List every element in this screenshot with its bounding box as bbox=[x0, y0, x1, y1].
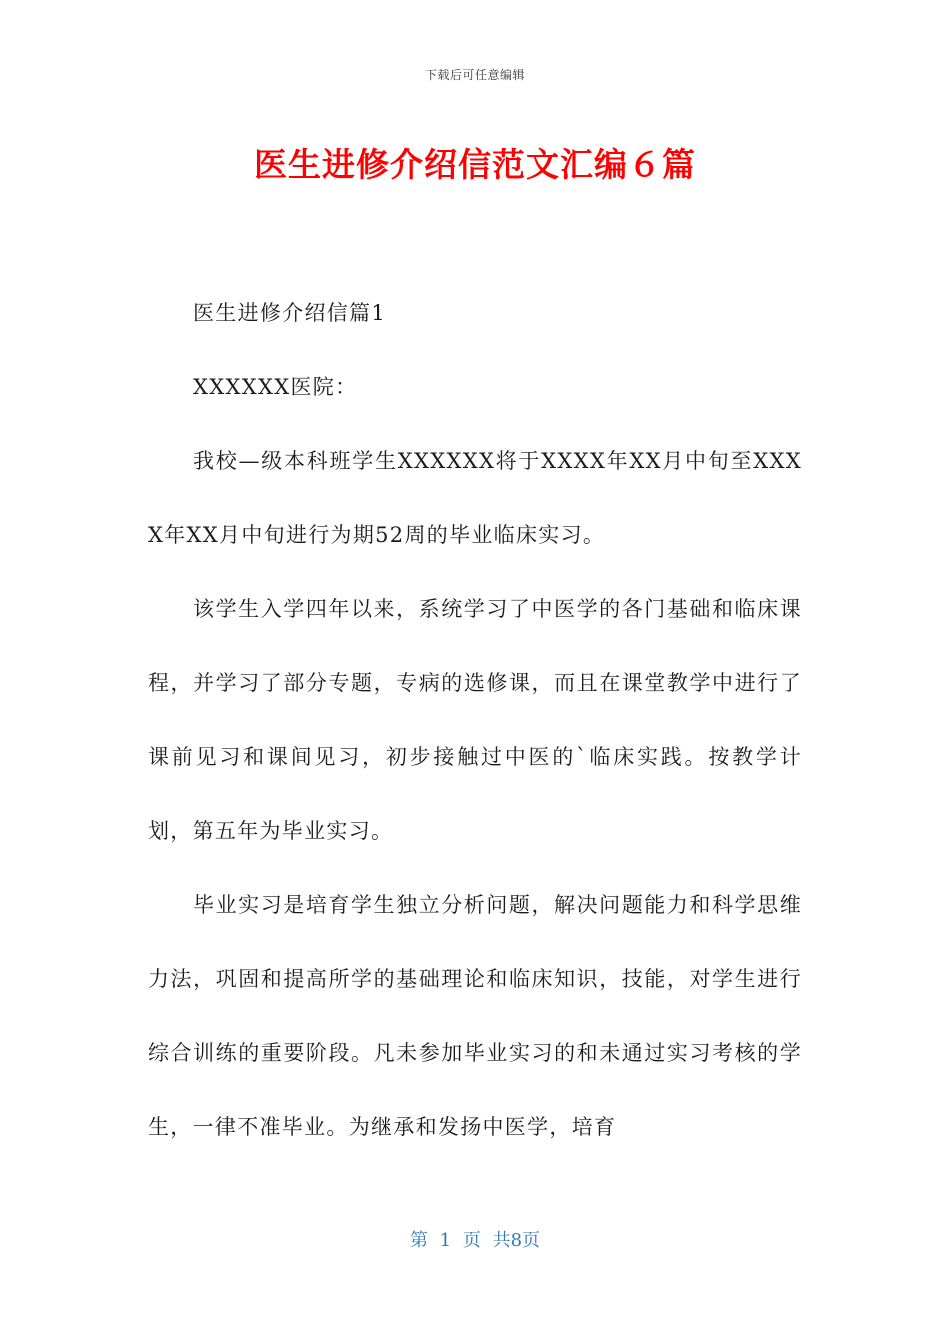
section-heading: 医生进修介绍信篇1 bbox=[193, 301, 387, 325]
body-paragraph: 该学生入学四年以来，系统学习了中医学的各门基础和临床课程，并学习了部分专题，专病的选修课，而且在课堂教学中进行了课前见习和课间见习，初步接触过中医的`临床实践。按教学计划，第五年为毕业实习。 bbox=[148, 597, 802, 843]
page-footer bbox=[0, 1226, 950, 1252]
body-paragraph: 我校—级本科班学生XXXXXX将于XXXX年XX月中旬至XXXX年XX月中旬进行为期52周的毕业临床实习。 bbox=[148, 449, 802, 547]
footer-label-total: 共 bbox=[492, 1230, 511, 1251]
body-paragraph: 毕业实习是培育学生独立分析问题，解决问题能力和科学思维力法，巩固和提高所学的基础理论和临床知识，技能，对学生进行综合训练的重要阶段。凡未参加毕业实习的和未通过实习考核的学生，一律不准毕业。为继承和发扬中医学，培育 bbox=[148, 893, 802, 1139]
document-title: 医生进修介绍信范文汇编６篇 bbox=[254, 145, 696, 184]
header-note: 下载后可任意编辑 bbox=[424, 68, 525, 82]
footer-label-prefix: 第 bbox=[409, 1230, 428, 1251]
footer-total-pages: 8 bbox=[510, 1230, 523, 1251]
footer-label-page: 页 bbox=[462, 1230, 481, 1251]
document-body bbox=[148, 276, 802, 1164]
footer-label-suffix: 页 bbox=[522, 1230, 541, 1251]
salutation: XXXXXX医院： bbox=[193, 375, 358, 399]
footer-page-number: 1 bbox=[439, 1230, 452, 1251]
